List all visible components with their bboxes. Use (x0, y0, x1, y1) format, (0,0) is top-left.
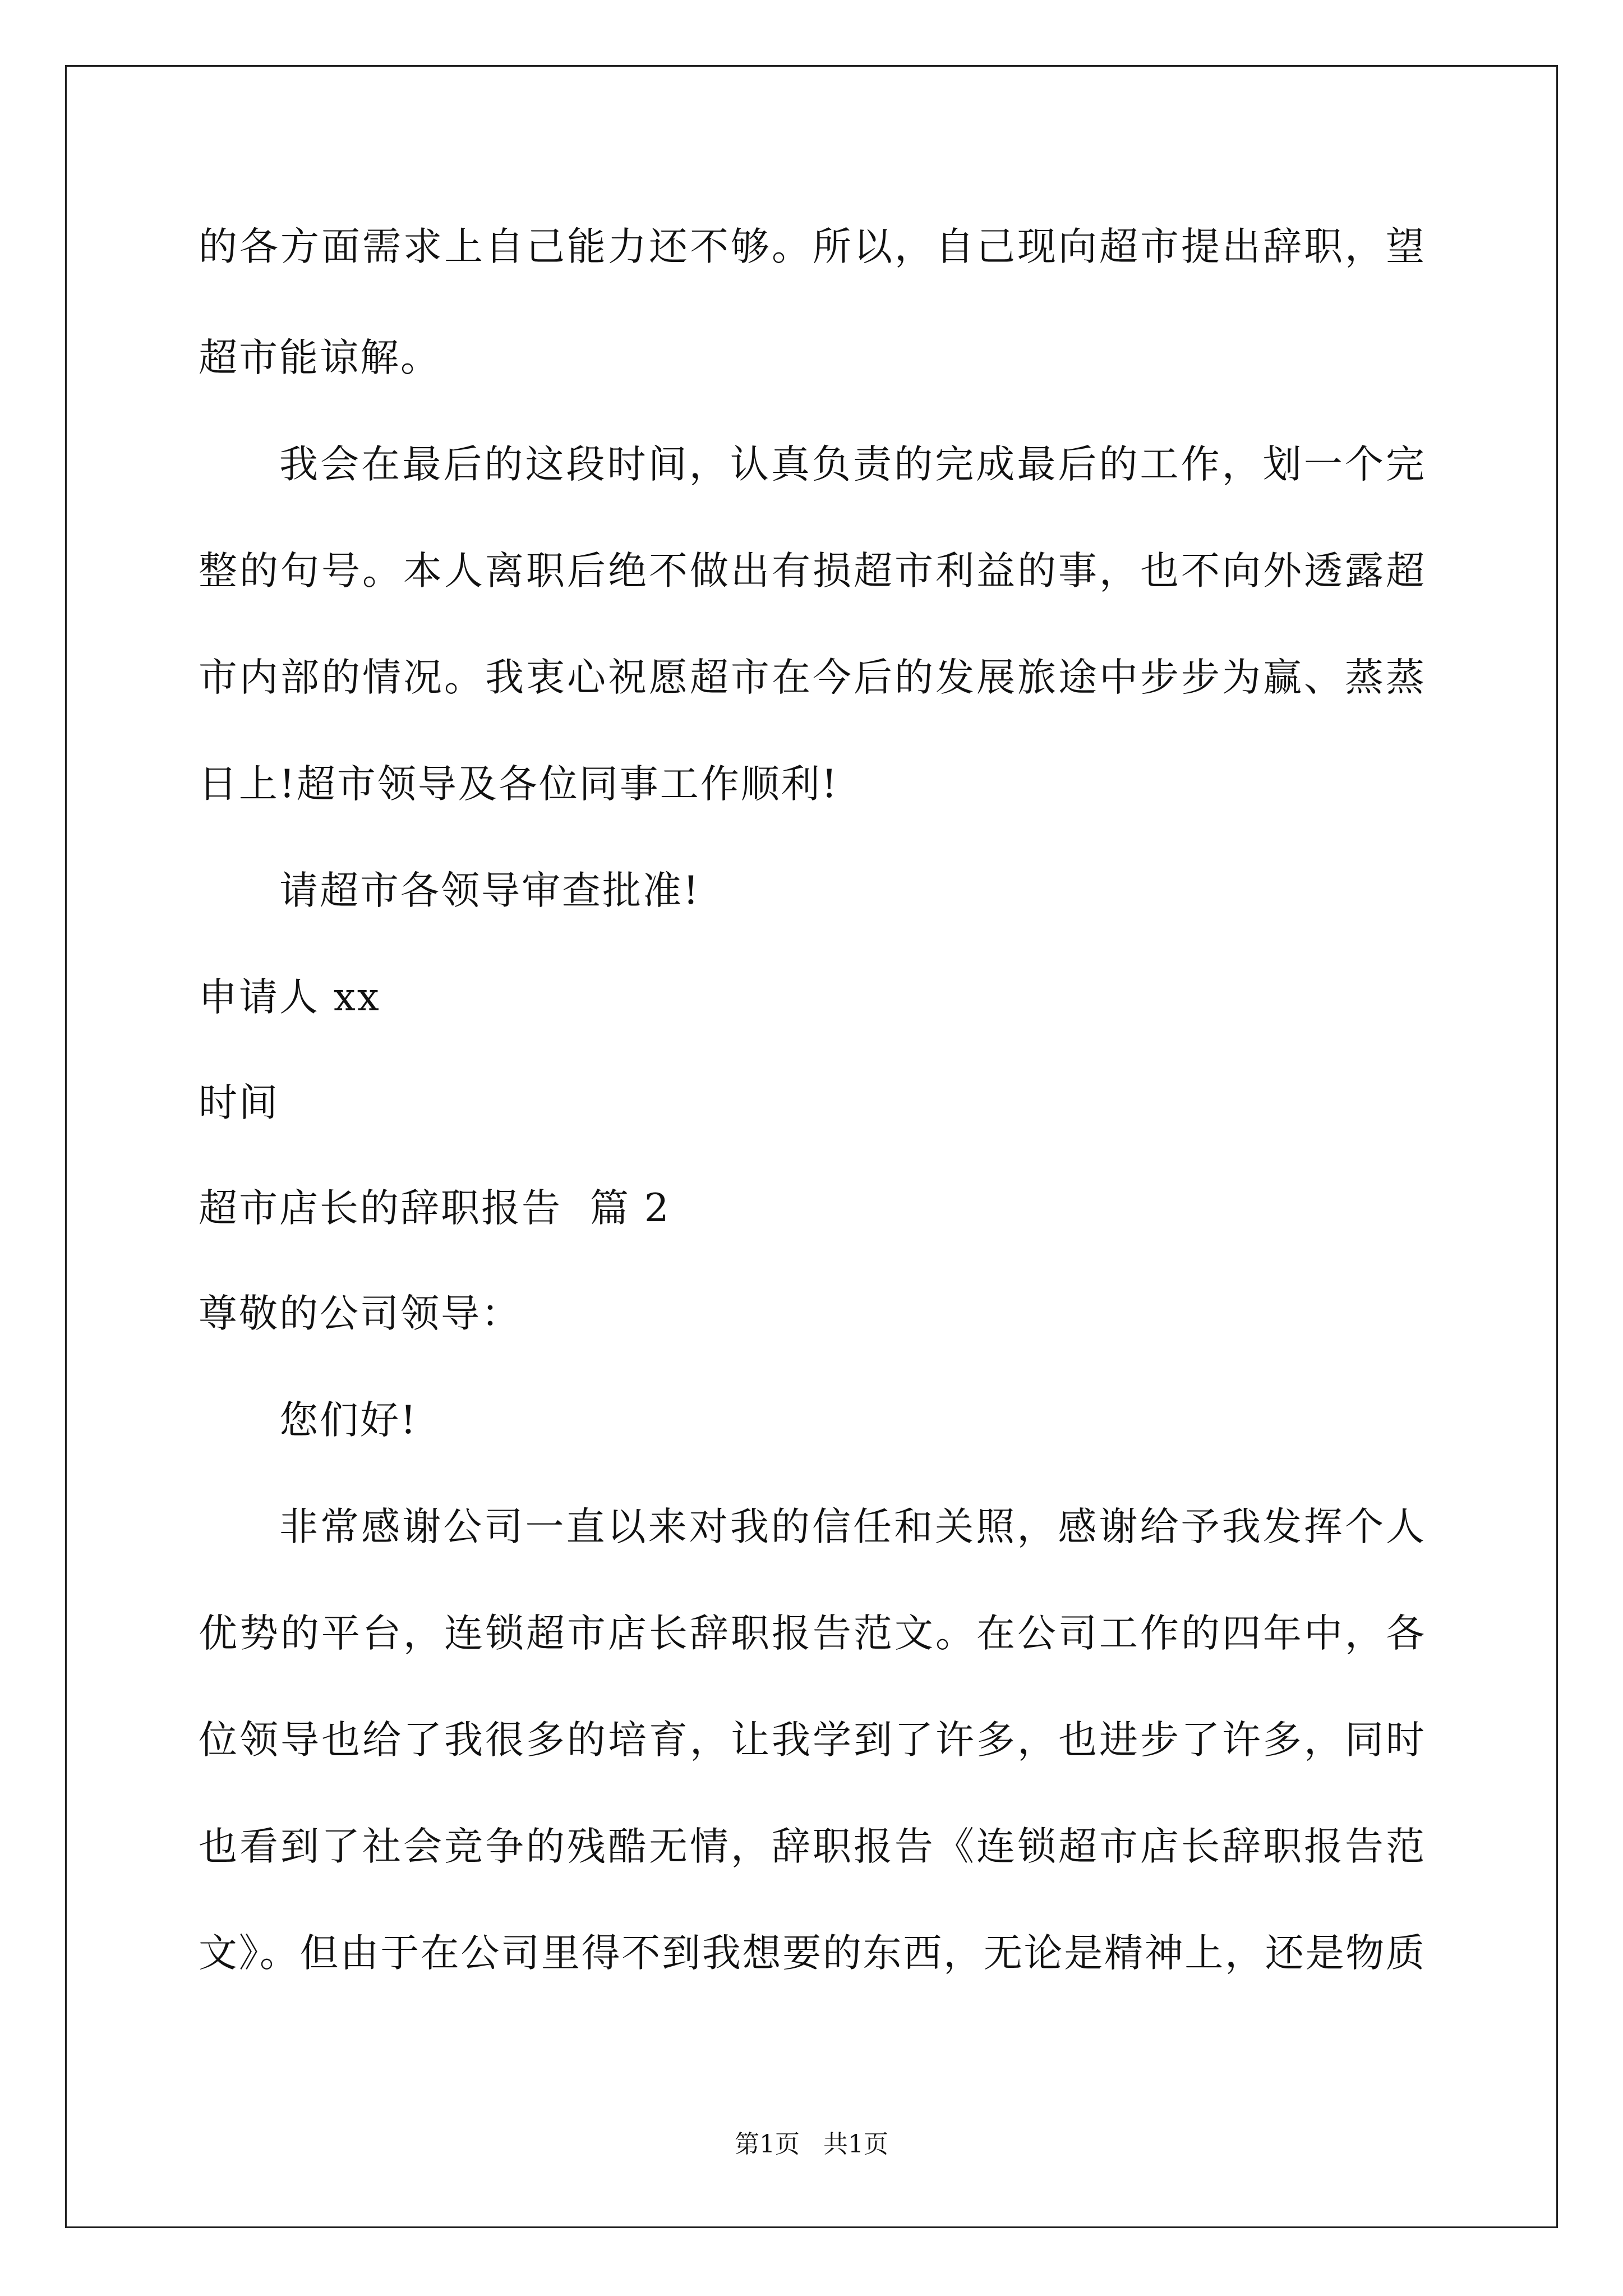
paragraph-line: 优势的平台，连锁超市店长辞职报告范文。在公司工作的四年中，各 (199, 1611, 1424, 1656)
paragraph-line: 的各方面需求上自己能力还不够。所以，自己现向超市提出辞职，望 (199, 224, 1424, 269)
date-line: 时间 (199, 1080, 279, 1125)
paragraph-line: 也看到了社会竞争的残酷无情，辞职报告《连锁超市店长辞职报告范 (199, 1824, 1424, 1869)
section-title: 超市店长的辞职报告 篇 2 (199, 1186, 671, 1231)
paragraph-line: 位领导也给了我很多的培育，让我学到了许多，也进步了许多，同时 (199, 1718, 1424, 1763)
paragraph-line: 日上!超市领导及各位同事工作顺利! (199, 762, 839, 807)
paragraph-line: 文》。但由于在公司里得不到我想要的东西，无论是精神上，还是物质 (199, 1931, 1424, 1976)
paragraph-line: 我会在最后的这段时间，认真负责的完成最后的工作，划一个完 (279, 442, 1424, 487)
greeting: 您们好! (279, 1398, 418, 1443)
applicant-signature: 申请人 xx (199, 975, 381, 1020)
paragraph-line: 超市能谅解。 (199, 335, 441, 380)
paragraph-line: 非常感谢公司一直以来对我的信任和关照，感谢给予我发挥个人 (279, 1504, 1424, 1549)
page-number-footer: 第1页 共1页 (735, 2130, 888, 2159)
page-border (65, 65, 1558, 2228)
paragraph-line: 整的句号。本人离职后绝不做出有损超市利益的事，也不向外透露超 (199, 549, 1424, 593)
salutation: 尊敬的公司领导： (199, 1291, 522, 1336)
paragraph-line: 请超市各领导审查批准! (279, 868, 700, 913)
paragraph-line: 市内部的情况。我衷心祝愿超市在今后的发展旅途中步步为赢、蒸蒸 (199, 655, 1424, 700)
